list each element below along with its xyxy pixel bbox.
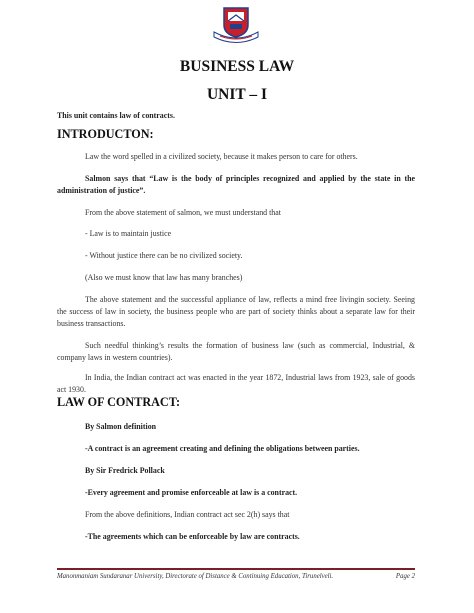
paragraph: Salmon says that “Law is the body of principles recognized and applied by the state in the administration of justice”. <box>57 174 415 195</box>
document-title: BUSINESS LAW <box>179 58 295 75</box>
paragraph: In India, the Indian contract act was enacted in the year 1872, Industrial laws from 1923, sale of goods act 1930. <box>57 373 415 394</box>
definition-line: By Salmon definition <box>85 422 157 431</box>
intro-line: This unit contains law of contracts. <box>57 111 175 120</box>
paragraph: The above statement and the successful appliance of law, reflects a mind free livingin society. Seeing the success of law in society, the business people who are part of society thinks about a separate law for their business transactions. <box>57 295 415 328</box>
section-heading-introduction: INTRODUCTON: <box>57 127 154 141</box>
paragraph: Law the word spelled in a civilized society, because it makes person to care for others. <box>85 152 358 161</box>
definition-line: From the above definitions, Indian contract act sec 2(h) says that <box>85 510 290 519</box>
section-heading-law-of-contract: LAW OF CONTRACT: <box>57 395 181 409</box>
definition-line: -The agreements which can be enforceable by law are contracts. <box>85 532 300 541</box>
definition-line: -Every agreement and promise enforceable at law is a contract. <box>85 488 298 497</box>
paragraph: Such needful thinking’s results the formation of business law (such as commercial, Industrial, & company laws in western countries). <box>57 341 415 362</box>
unit-heading: UNIT – I <box>206 86 267 103</box>
page-number: Page 2 <box>395 573 415 580</box>
paragraph: - Law is to maintain justice <box>85 229 172 238</box>
definition-line: -A contract is an agreement creating and defining the obligations between parties. <box>85 444 360 453</box>
paragraph: (Also we must know that law has many branches) <box>85 273 243 282</box>
footer-text: Manonmaniam Sundaranar University, Directorate of Distance & Continuing Education, Tirunelveli. <box>57 573 334 580</box>
paragraph: From the above statement of salmon, we must understand that <box>85 208 281 217</box>
paragraph: - Without justice there can be no civilized society. <box>85 251 243 260</box>
university-emblem-icon <box>206 6 266 44</box>
definition-line: By Sir Fredrick Pollack <box>85 466 165 475</box>
footer-divider <box>57 568 415 570</box>
